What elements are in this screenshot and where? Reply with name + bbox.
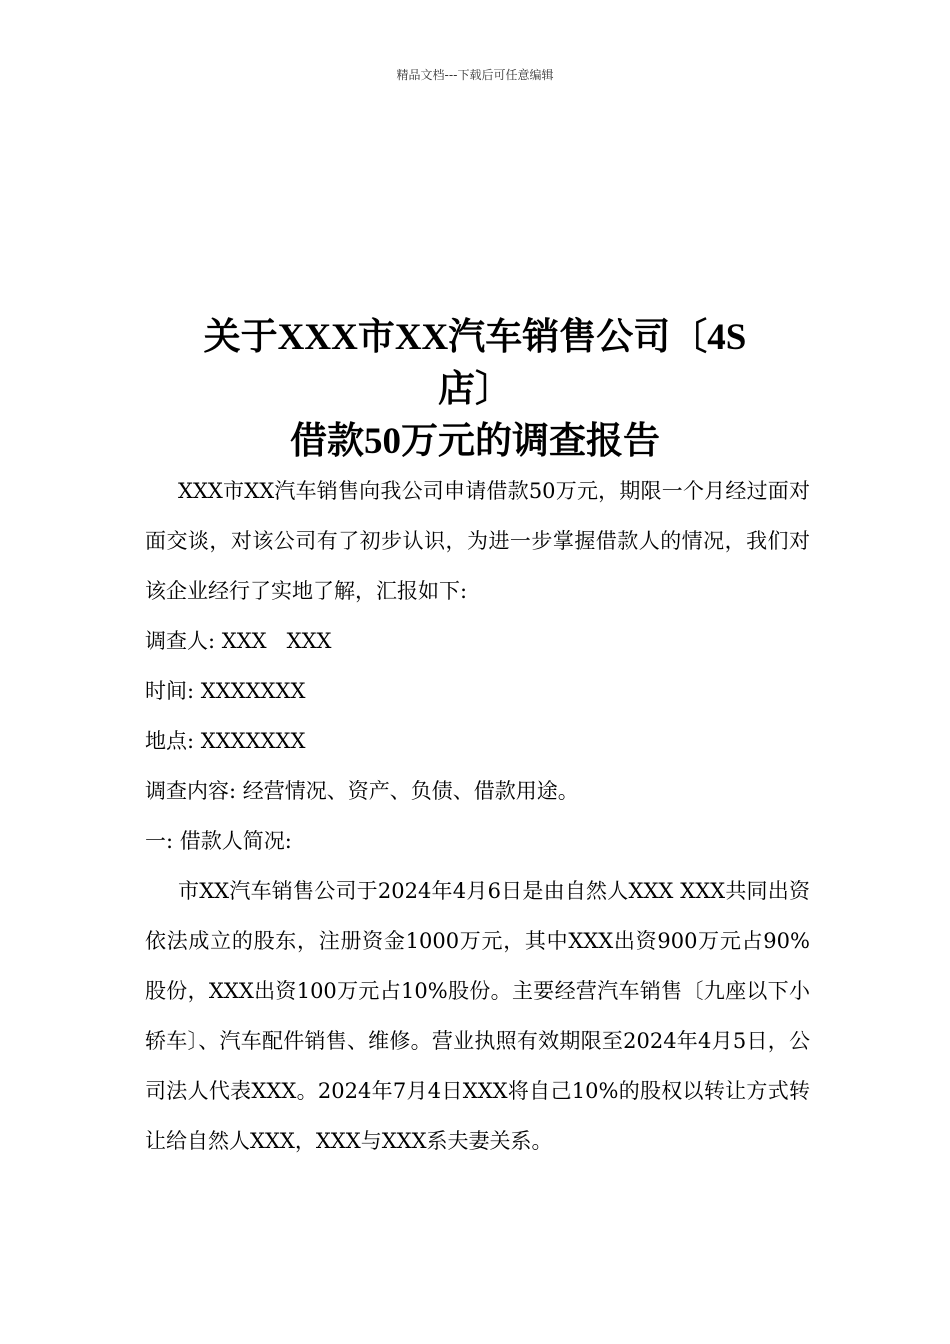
title-line-1: 关于XXX市XX汽车销售公司〔4S	[203, 317, 747, 358]
document-body	[145, 466, 810, 1166]
title-line-3: 借款50万元的调查报告	[290, 421, 660, 462]
location-field: 地点: XXXXXXX	[145, 729, 306, 753]
document-title	[150, 312, 800, 468]
section-paragraph: 市XX汽车销售公司于2024年4月6日是由自然人XXX XXX共同出资依法成立的股东，注册资金1000万元，其中XXX出资900万元占90%股份，XXX出资100万元占10%股份。主要经营汽车销售〔九座以下小轿车〕、汽车配件销售、维修。营业执照有效期限至2024年4月5日，公司法人代表XXX。2024年7月4日XXX将自己10%的股权以转让方式转让给自然人XXX，XXX与XXX系夫妻关系。	[145, 879, 810, 1153]
time-field: 时间: XXXXXXX	[145, 679, 306, 703]
title-line-2: 店〕	[438, 369, 512, 410]
contents-field: 调查内容: 经营情况、资产、负债、借款用途。	[145, 779, 579, 803]
investigator-field: 调查人: XXX XXX	[145, 629, 332, 653]
page-header: 精品文档---下载后可任意编辑	[396, 68, 554, 82]
intro-paragraph: XXX市XX汽车销售向我公司申请借款50万元，期限一个月经过面对面交谈，对该公司有了初步认识，为进一步掌握借款人的情况，我们对该企业经行了实地了解，汇报如下:	[145, 479, 810, 603]
section-heading: 一: 借款人简况:	[145, 829, 292, 853]
